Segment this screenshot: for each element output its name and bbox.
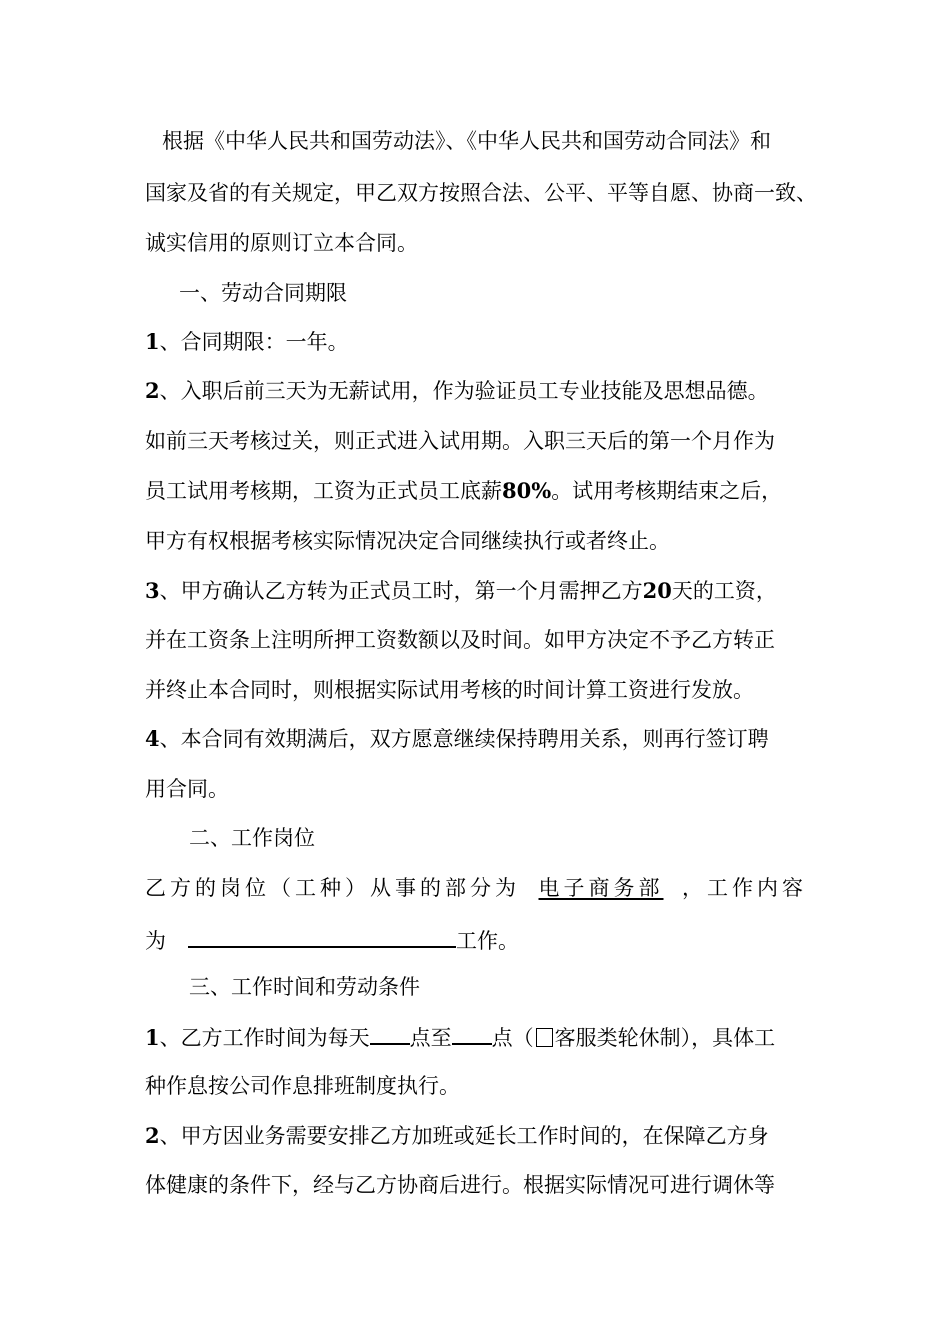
- shift-rotation-checkbox[interactable]: [536, 1028, 553, 1047]
- section-1-item-2-line-3: 员工试用考核期，工资为正式员工底薪80%。试用考核期结束之后，: [145, 478, 783, 503]
- preamble-line-3: 诚实信用的原则订立本合同。: [145, 231, 418, 255]
- end-hour-blank[interactable]: [452, 1021, 492, 1045]
- start-hour-blank[interactable]: [370, 1021, 410, 1045]
- section-1-item-3-line-2: 并在工资条上注明所押工资数额以及时间。如甲方决定不予乙方转正: [145, 628, 775, 652]
- section-3-item-2-line-2: 体健康的条件下，经与乙方协商后进行。根据实际情况可进行调休等: [145, 1173, 775, 1197]
- section-3-item-2-line-1: 2、甲方因业务需要安排乙方加班或延长工作时间的，在保障乙方身: [145, 1123, 769, 1148]
- department-field[interactable]: 电子商务部: [538, 876, 664, 900]
- section-1-item-2-line-4: 甲方有权根据考核实际情况决定合同继续执行或者终止。: [145, 529, 670, 553]
- section-1-item-4-line-1: 4、本合同有效期满后，双方愿意继续保持聘用关系，则再行签订聘: [145, 726, 769, 751]
- section-1-item-2-line-1: 2、入职后前三天为无薪试用，作为验证员工专业技能及思想品德。: [145, 378, 769, 403]
- section-1-item-4-line-2: 用合同。: [145, 777, 229, 801]
- preamble-line-2: 国家及省的有关规定，甲乙双方按照合法、公平、平等自愿、协商一致、: [145, 181, 817, 205]
- withheld-days: 20: [642, 578, 672, 603]
- section-2-line-1: 乙方的岗位（工种）从事的部分为 电子商务部 ，工作内容: [145, 873, 825, 903]
- section-1-item-3-line-3: 并终止本合同时，则根据实际试用考核的时间计算工资进行发放。: [145, 678, 754, 702]
- section-1-item-1: 1、合同期限：一年。: [145, 329, 349, 354]
- section-3-heading: 三、工作时间和劳动条件: [189, 975, 420, 999]
- preamble-line-1: 根据《中华人民共和国劳动法》、《中华人民共和国劳动合同法》和: [162, 129, 771, 153]
- section-1-item-3-line-1: 3、甲方确认乙方转为正式员工时，第一个月需押乙方20天的工资，: [145, 578, 777, 603]
- section-1-item-2-line-2: 如前三天考核过关，则正式进入试用期。入职三天后的第一个月作为: [145, 429, 775, 453]
- section-3-item-1-line-2: 种作息按公司作息排班制度执行。: [145, 1074, 460, 1098]
- section-1-heading: 一、劳动合同期限: [179, 281, 347, 305]
- work-content-blank[interactable]: [188, 924, 456, 948]
- probation-salary-percent: 80%: [502, 478, 552, 503]
- section-2-heading: 二、工作岗位: [189, 826, 315, 850]
- section-2-line-2: 为 工作。: [145, 924, 825, 954]
- section-3-item-1-line-1: 1、乙方工作时间为每天 点至 点（ 客服类轮休制），具体工: [145, 1021, 825, 1051]
